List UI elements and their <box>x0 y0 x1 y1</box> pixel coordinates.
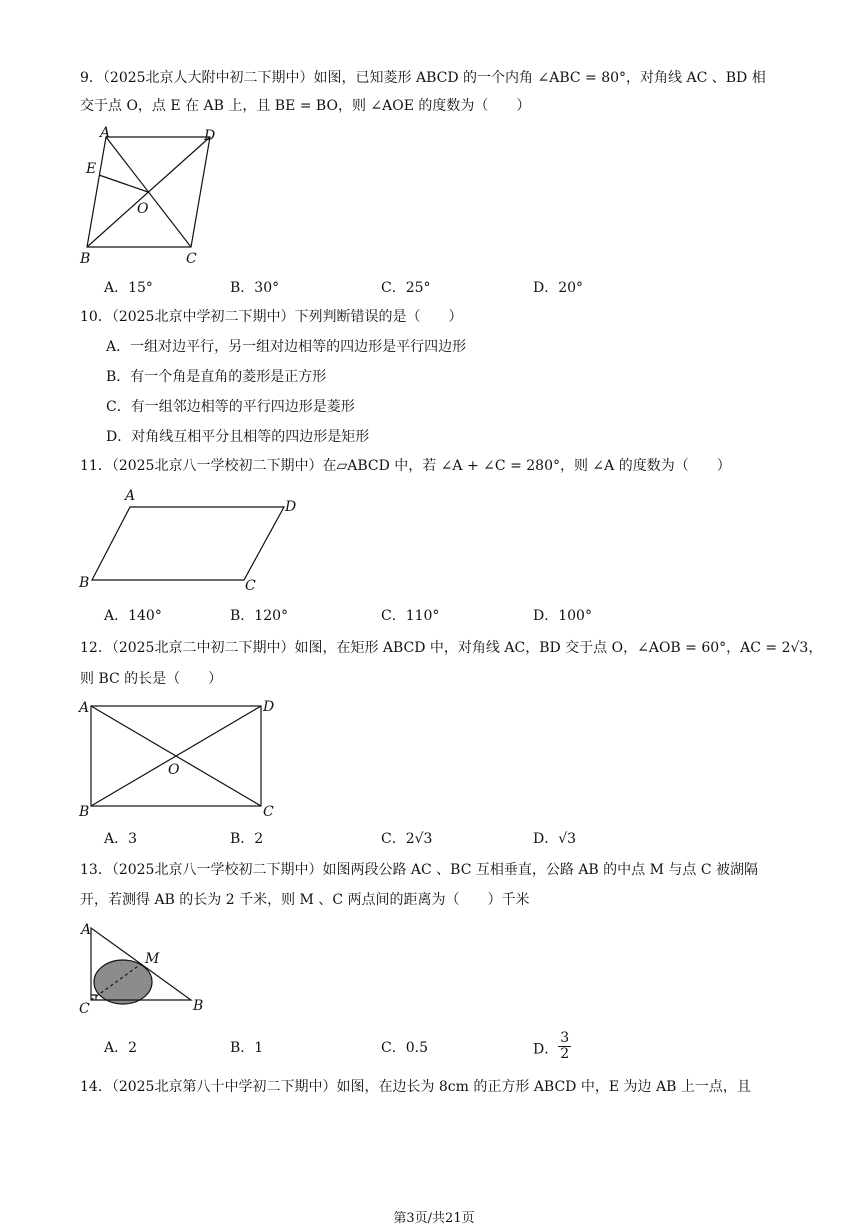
label-a: A <box>79 700 90 716</box>
parallelogram-outline <box>92 507 284 580</box>
q12-line-1: 12．（2025北京二中初二下期中）如图，在矩形 ABCD 中，对角线 AC，BD 交于点 O，∠AOB = 60°，AC = 2√3， <box>80 640 823 656</box>
label-c: C <box>263 804 274 820</box>
label-o: O <box>137 201 149 217</box>
fraction-denominator: 2 <box>560 1046 570 1062</box>
q10-option-d: D．对角线互相平分且相等的四边形是矩形 <box>106 429 370 445</box>
label-a: A <box>100 125 111 141</box>
q9-line-1: 9．（2025北京人大附中初二下期中）如图，已知菱形 ABCD 的一个内角 ∠ABC = 80°，对角线 AC 、BD 相 <box>80 70 766 86</box>
q13-line-1: 13．（2025北京八一学校初二下期中）如图两段公路 AC 、BC 互相垂直，公路 AB 的中点 M 与点 C 被湖隔 <box>80 862 759 878</box>
label-e: E <box>86 161 97 177</box>
q12-option-c: C．2√3 <box>381 831 433 847</box>
label-d: D <box>263 699 275 715</box>
q12-options <box>0 828 868 852</box>
segment-eo <box>99 175 148 192</box>
q12-option-b: B．2 <box>230 831 264 847</box>
q11-line-1: 11．（2025北京八一学校初二下期中）在▱ABCD 中，若 ∠A + ∠C = 280°，则 ∠A 的度数为（ ） <box>80 458 731 474</box>
fraction-numerator: 3 <box>560 1030 570 1046</box>
q9-line-2: 交于点 O，点 E 在 AB 上，且 BE = BO，则 ∠AOE 的度数为（ ） <box>80 98 531 114</box>
q10-option-b: B．有一个角是直角的菱形是正方形 <box>106 369 327 385</box>
q13-option-a: A．2 <box>104 1040 138 1056</box>
label-b: B <box>79 804 90 820</box>
q11-option-c: C．110° <box>381 608 440 624</box>
q10-line-1: 10．（2025北京中学初二下期中）下列判断错误的是（ ） <box>80 309 463 325</box>
label-c: C <box>245 578 256 594</box>
q13-option-d-fraction <box>558 1031 571 1062</box>
q9-option-d: D．20° <box>533 280 584 296</box>
label-m: M <box>145 951 160 967</box>
label-a: A <box>125 488 136 504</box>
q12-option-a: A．3 <box>104 831 138 847</box>
q11-option-d: D．100° <box>533 608 592 624</box>
label-d: D <box>285 499 297 515</box>
q11-option-a: A．140° <box>104 608 162 624</box>
q12-line-2: 则 BC 的长是（ ） <box>80 671 223 687</box>
q10-option-a: A．一组对边平行，另一组对边相等的四边形是平行四边形 <box>106 339 467 355</box>
q11-option-b: B．120° <box>230 608 289 624</box>
q9-options <box>0 277 868 301</box>
q13-triangle-figure <box>78 918 218 1018</box>
q13-option-b: B．1 <box>230 1040 264 1056</box>
q12-rectangle-figure <box>78 697 288 822</box>
q14-line-1: 14．（2025北京第八十中学初二下期中）如图，在边长为 8cm 的正方形 ABCD 中，E 为边 AB 上一点，且 <box>80 1079 751 1095</box>
label-c: C <box>79 1001 90 1017</box>
q13-option-d <box>533 1030 571 1062</box>
lake-ellipse <box>94 960 152 1004</box>
q12-option-d: D．√3 <box>533 831 577 847</box>
q9-rhombus-figure <box>80 125 230 270</box>
q13-option-d-label: D． <box>533 1041 559 1058</box>
label-o: O <box>168 762 180 778</box>
label-b: B <box>79 575 90 591</box>
q9-option-c: C．25° <box>381 280 431 296</box>
label-a: A <box>81 922 92 938</box>
q10-option-c: C．有一组邻边相等的平行四边形是菱形 <box>106 399 355 415</box>
q9-option-b: B．30° <box>230 280 280 296</box>
label-b: B <box>193 998 204 1014</box>
q11-parallelogram-figure <box>78 485 308 595</box>
label-d: D <box>204 128 216 144</box>
q9-option-a: A．15° <box>104 280 153 296</box>
q13-line-2: 开，若测得 AB 的长为 2 千米，则 M 、C 两点间的距离为（ ）千米 <box>80 892 530 908</box>
q13-option-c: C．0.5 <box>381 1040 428 1056</box>
label-c: C <box>186 251 197 267</box>
diagonal-bd <box>87 137 210 247</box>
label-b: B <box>80 251 91 267</box>
q13-options <box>0 1030 868 1071</box>
page-footer: 第3页/共21页 <box>393 1211 475 1226</box>
q11-options <box>0 605 868 629</box>
